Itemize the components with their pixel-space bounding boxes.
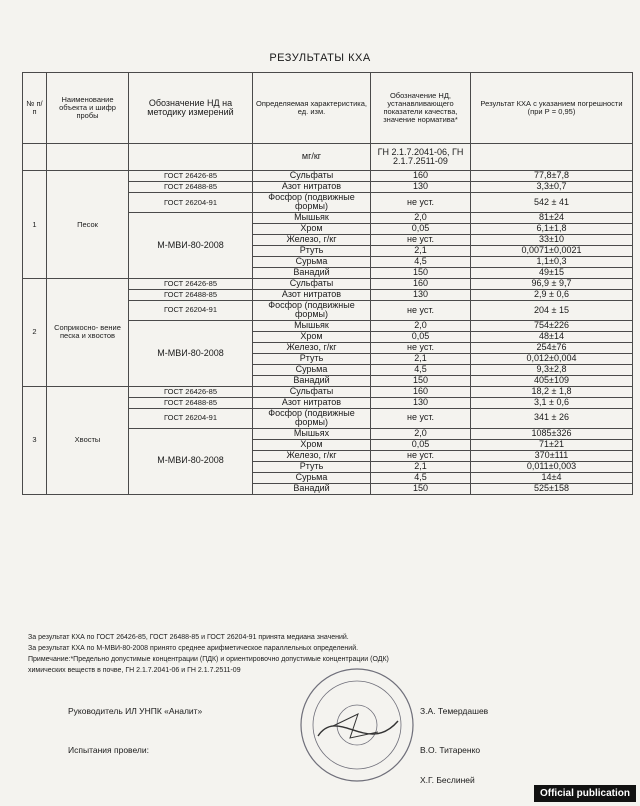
- method-standard: ГОСТ 26204-91: [129, 408, 253, 428]
- characteristic: Сурьма: [253, 364, 371, 375]
- characteristic: Хром: [253, 439, 371, 450]
- tester2-name: Х.Г. Беслиней: [420, 775, 475, 785]
- norm-value: 2,1: [371, 353, 471, 364]
- norm-value: 130: [371, 289, 471, 300]
- norm-value: 130: [371, 397, 471, 408]
- note-line: Примечание:*Предельно допустимые концентрации (ПДК) и ориентировочно допустимые концентрации (ОДК): [28, 656, 389, 663]
- norm-value: 150: [371, 483, 471, 494]
- norm-value: не уст.: [371, 408, 471, 428]
- method-mvi: М-МВИ-80-2008: [129, 320, 253, 386]
- norm-value: 0,05: [371, 223, 471, 234]
- characteristic: Хром: [253, 223, 371, 234]
- result-value: 0,0071±0,0021: [471, 245, 633, 256]
- characteristic: Сульфаты: [253, 278, 371, 289]
- result-value: 1085±326: [471, 428, 633, 439]
- head-name: З.А. Темердашев: [420, 706, 489, 716]
- norm-value: не уст.: [371, 234, 471, 245]
- group-number: 2: [23, 278, 47, 386]
- norm-value: 2,0: [371, 212, 471, 223]
- norm-ref-cell: ГН 2.1.7.2041-06, ГН 2.1.7.2511-09: [371, 144, 471, 171]
- norm-value: 150: [371, 267, 471, 278]
- characteristic: Железо, г/кг: [253, 450, 371, 461]
- norm-value: 4,5: [371, 256, 471, 267]
- method-standard: ГОСТ 26488-85: [129, 182, 253, 193]
- sample-name: Соприкосно- вение песка и хвостов: [47, 278, 129, 386]
- sample-name: Песок: [47, 171, 129, 279]
- norm-value: 4,5: [371, 364, 471, 375]
- document-title: РЕЗУЛЬТАТЫ КХА: [269, 52, 371, 64]
- characteristic: Азот нитратов: [253, 182, 371, 193]
- method-standard: ГОСТ 26426-85: [129, 278, 253, 289]
- result-value: 71±21: [471, 439, 633, 450]
- table-row: [23, 171, 633, 182]
- characteristic: Мышьяк: [253, 320, 371, 331]
- method-standard: ГОСТ 26488-85: [129, 289, 253, 300]
- characteristic: Фосфор (подвижные формы): [253, 193, 371, 213]
- norm-value: 0,05: [371, 331, 471, 342]
- col-num-header: № п/п: [23, 73, 47, 144]
- characteristic: Ртуть: [253, 353, 371, 364]
- result-value: 254±76: [471, 342, 633, 353]
- characteristic: Железо, г/кг: [253, 342, 371, 353]
- tester1-name: В.О. Титаренко: [420, 745, 481, 755]
- note-line: За результат КХА по М-МВИ-80-2008 принято среднее арифметическое параллельных определений.: [28, 645, 359, 652]
- method-standard: ГОСТ 26204-91: [129, 300, 253, 320]
- result-value: 754±226: [471, 320, 633, 331]
- norm-value: 0,05: [371, 439, 471, 450]
- norm-value: 4,5: [371, 472, 471, 483]
- results-table: [22, 72, 633, 495]
- characteristic: Ванадий: [253, 483, 371, 494]
- head-label: Руководитель ИЛ УНПК «Аналит»: [68, 706, 203, 716]
- result-value: 49±15: [471, 267, 633, 278]
- characteristic: Мышьях: [253, 428, 371, 439]
- group-number: 3: [23, 386, 47, 494]
- characteristic: Ванадий: [253, 267, 371, 278]
- method-standard: ГОСТ 26426-85: [129, 386, 253, 397]
- characteristic: Азот нитратов: [253, 289, 371, 300]
- tested-label: Испытания провели:: [68, 745, 149, 755]
- characteristic: Ртуть: [253, 461, 371, 472]
- norm-value: 130: [371, 182, 471, 193]
- result-value: 542 ± 41: [471, 193, 633, 213]
- norm-value: 160: [371, 386, 471, 397]
- characteristic: Сульфаты: [253, 386, 371, 397]
- characteristic: Сурьма: [253, 472, 371, 483]
- characteristic: Фосфор (подвижные формы): [253, 408, 371, 428]
- characteristic: Железо, г/кг: [253, 234, 371, 245]
- table-row: [23, 278, 633, 289]
- method-standard: ГОСТ 26488-85: [129, 397, 253, 408]
- unit-cell: мг/кг: [253, 144, 371, 171]
- result-value: 525±158: [471, 483, 633, 494]
- norm-value: 2,0: [371, 428, 471, 439]
- group-number: 1: [23, 171, 47, 279]
- result-value: 6,1±1,8: [471, 223, 633, 234]
- official-publication-badge: Official publication: [534, 785, 636, 802]
- note-line: За результат КХА по ГОСТ 26426-85, ГОСТ 26488-85 и ГОСТ 26204-91 принята медиана значений.: [28, 634, 349, 641]
- result-value: 3,3±0,7: [471, 182, 633, 193]
- col-char-header: Определяемая характеристика, ед. изм.: [253, 73, 371, 144]
- characteristic: Хром: [253, 331, 371, 342]
- result-value: 341 ± 26: [471, 408, 633, 428]
- col-result-header: Результат КХА с указанием погрешности (при Р = 0,95): [471, 73, 633, 144]
- result-value: 18,2 ± 1,8: [471, 386, 633, 397]
- characteristic: Ртуть: [253, 245, 371, 256]
- result-value: 0,012±0,004: [471, 353, 633, 364]
- col-nd-header: Обозначение НД на методику измерений: [129, 73, 253, 144]
- result-value: 1,1±0,3: [471, 256, 633, 267]
- characteristic: Фосфор (подвижные формы): [253, 300, 371, 320]
- norm-value: не уст.: [371, 300, 471, 320]
- norm-value: 2,1: [371, 245, 471, 256]
- norm-value: 160: [371, 171, 471, 182]
- units-row: [23, 144, 633, 171]
- table-row: [23, 386, 633, 397]
- result-value: 405±109: [471, 375, 633, 386]
- result-value: 204 ± 15: [471, 300, 633, 320]
- result-value: 3,1 ± 0,6: [471, 397, 633, 408]
- characteristic: Мышьяк: [253, 212, 371, 223]
- norm-value: не уст.: [371, 450, 471, 461]
- sample-name: Хвосты: [47, 386, 129, 494]
- result-value: 81±24: [471, 212, 633, 223]
- norm-value: не уст.: [371, 342, 471, 353]
- norm-value: 160: [371, 278, 471, 289]
- method-standard: ГОСТ 26204-91: [129, 193, 253, 213]
- result-value: 48±14: [471, 331, 633, 342]
- result-value: 0,011±0,003: [471, 461, 633, 472]
- result-value: 33±10: [471, 234, 633, 245]
- result-value: 96,9 ± 9,7: [471, 278, 633, 289]
- result-value: 77,8±7,8: [471, 171, 633, 182]
- norm-value: 2,0: [371, 320, 471, 331]
- norm-value: 150: [371, 375, 471, 386]
- norm-value: не уст.: [371, 193, 471, 213]
- norm-value: 2,1: [371, 461, 471, 472]
- result-value: 9,3±2,8: [471, 364, 633, 375]
- characteristic: Ванадий: [253, 375, 371, 386]
- characteristic: Азот нитратов: [253, 397, 371, 408]
- method-mvi: М-МВИ-80-2008: [129, 212, 253, 278]
- characteristic: Сульфаты: [253, 171, 371, 182]
- col-norm-header: Обозначение НД, устанавливающего показатели качества, значение норматива*: [371, 73, 471, 144]
- characteristic: Сурьма: [253, 256, 371, 267]
- note-line: химических веществ в почве, ГН 2.1.7.2041-06 и ГН 2.1.7.2511-09: [28, 667, 241, 674]
- result-value: 2,9 ± 0,6: [471, 289, 633, 300]
- result-value: 14±4: [471, 472, 633, 483]
- method-standard: ГОСТ 26426-85: [129, 171, 253, 182]
- stamp-seal: [298, 666, 416, 784]
- result-value: 370±111: [471, 450, 633, 461]
- header-row: [23, 73, 633, 144]
- method-mvi: М-МВИ-80-2008: [129, 428, 253, 494]
- col-name-header: Наименование объекта и шифр пробы: [47, 73, 129, 144]
